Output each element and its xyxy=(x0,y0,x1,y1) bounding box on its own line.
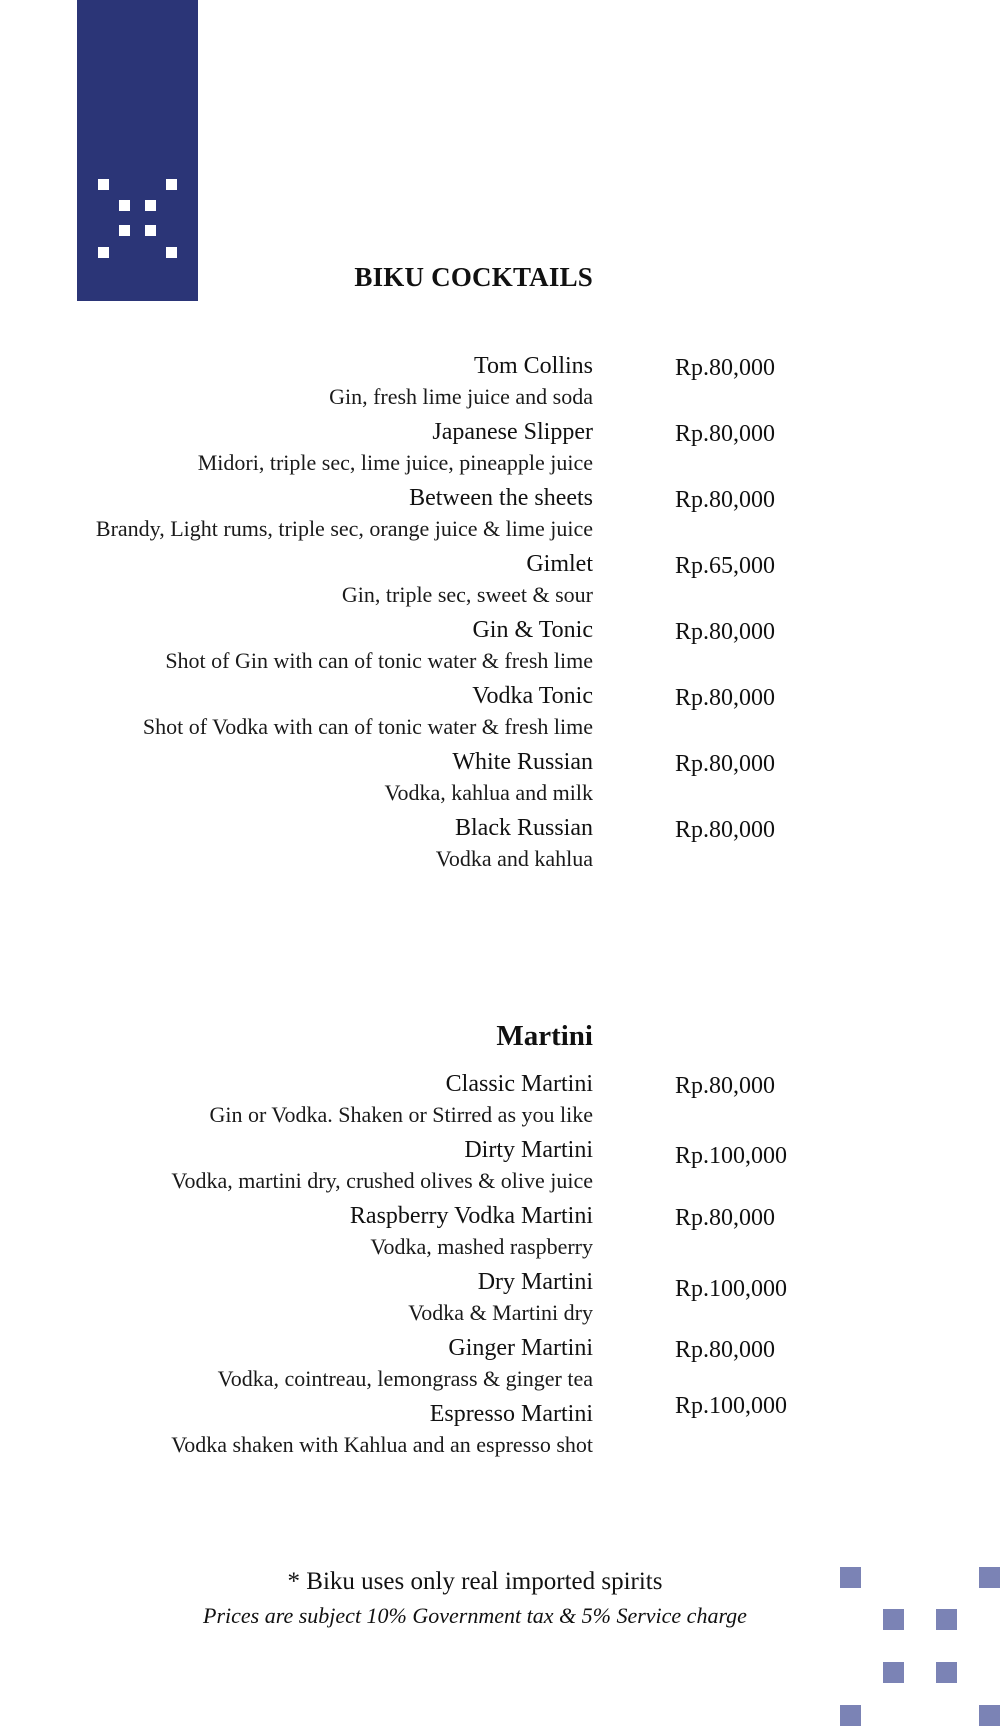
item-name: Raspberry Vodka Martini xyxy=(349,1203,593,1229)
menu-item xyxy=(0,351,1000,417)
item-price: Rp.80,000 xyxy=(675,1337,776,1363)
item-price: Rp.80,000 xyxy=(675,487,776,513)
item-name: Dry Martini xyxy=(477,1269,593,1295)
item-price: Rp.80,000 xyxy=(675,355,776,381)
menu-item xyxy=(0,1069,1000,1135)
item-price: Rp.100,000 xyxy=(675,1143,788,1169)
menu-item xyxy=(0,615,1000,681)
item-name: Japanese Slipper xyxy=(432,419,593,445)
pattern-square xyxy=(166,179,177,190)
pattern-square xyxy=(936,1609,957,1630)
item-price: Rp.80,000 xyxy=(675,685,776,711)
spirits-note: * Biku uses only real imported spirits xyxy=(287,1568,663,1595)
menu-item xyxy=(0,1201,1000,1267)
item-name: Black Russian xyxy=(455,815,593,841)
item-description: Gin, fresh lime juice and soda xyxy=(329,384,593,409)
item-name: Tom Collins xyxy=(473,353,593,379)
pattern-square xyxy=(883,1662,904,1683)
pattern-square xyxy=(98,247,109,258)
item-description: Shot of Gin with can of tonic water & fresh lime xyxy=(165,648,593,673)
item-price: Rp.80,000 xyxy=(675,1205,776,1231)
item-description: Vodka, cointreau, lemongrass & ginger tea xyxy=(217,1366,593,1391)
pattern-square xyxy=(840,1705,861,1726)
menu-item xyxy=(0,681,1000,747)
item-price: Rp.80,000 xyxy=(675,1073,776,1099)
item-description: Vodka, mashed raspberry xyxy=(370,1234,593,1259)
pattern-square xyxy=(119,225,130,236)
pattern-square xyxy=(883,1609,904,1630)
item-price: Rp.80,000 xyxy=(675,817,776,843)
item-description: Vodka shaken with Kahlua and an espresso shot xyxy=(171,1432,593,1457)
menu-item xyxy=(0,1267,1000,1333)
item-description: Midori, triple sec, lime juice, pineapple juice xyxy=(197,450,593,475)
item-price: Rp.65,000 xyxy=(675,553,776,579)
item-name: Gimlet xyxy=(526,551,593,577)
item-price: Rp.100,000 xyxy=(675,1393,788,1419)
item-name: Vodka Tonic xyxy=(472,683,593,709)
menu-item xyxy=(0,1393,1000,1465)
item-name: Between the sheets xyxy=(409,485,593,511)
pattern-square xyxy=(119,200,130,211)
menu-item xyxy=(0,747,1000,813)
item-description: Gin, triple sec, sweet & sour xyxy=(341,582,593,607)
item-name: Ginger Martini xyxy=(448,1335,593,1361)
item-name: Classic Martini xyxy=(445,1071,593,1097)
menu-item xyxy=(0,549,1000,615)
item-name: White Russian xyxy=(452,749,593,775)
section-title-martini: Martini xyxy=(496,1020,593,1052)
menu-item xyxy=(0,813,1000,879)
item-description: Vodka & Martini dry xyxy=(408,1300,593,1325)
item-description: Brandy, Light rums, triple sec, orange juice & lime juice xyxy=(95,516,593,541)
item-name: Gin & Tonic xyxy=(472,617,593,643)
pattern-square xyxy=(979,1567,1000,1588)
item-name: Dirty Martini xyxy=(464,1137,593,1163)
brand-bar xyxy=(77,0,198,301)
pattern-square xyxy=(98,179,109,190)
item-description: Vodka, martini dry, crushed olives & olive juice xyxy=(171,1168,593,1193)
menu-item xyxy=(0,417,1000,483)
menu-item xyxy=(0,1333,1000,1399)
tax-note: Prices are subject 10% Government tax & 5% Service charge xyxy=(203,1603,747,1628)
menu-item xyxy=(0,483,1000,549)
item-price: Rp.80,000 xyxy=(675,421,776,447)
item-name: Espresso Martini xyxy=(429,1401,593,1427)
pattern-square xyxy=(936,1662,957,1683)
item-price: Rp.80,000 xyxy=(675,751,776,777)
item-price: Rp.80,000 xyxy=(675,619,776,645)
pattern-square xyxy=(145,200,156,211)
pattern-square xyxy=(979,1705,1000,1726)
item-description: Vodka and kahlua xyxy=(435,846,593,871)
pattern-square xyxy=(166,247,177,258)
menu-item xyxy=(0,1135,1000,1201)
item-description: Shot of Vodka with can of tonic water & fresh lime xyxy=(142,714,593,739)
item-price: Rp.100,000 xyxy=(675,1276,788,1302)
pattern-square xyxy=(145,225,156,236)
pattern-square xyxy=(840,1567,861,1588)
item-description: Gin or Vodka. Shaken or Stirred as you like xyxy=(209,1102,593,1127)
item-description: Vodka, kahlua and milk xyxy=(384,780,593,805)
section-title-cocktails: BIKU COCKTAILS xyxy=(354,262,593,292)
